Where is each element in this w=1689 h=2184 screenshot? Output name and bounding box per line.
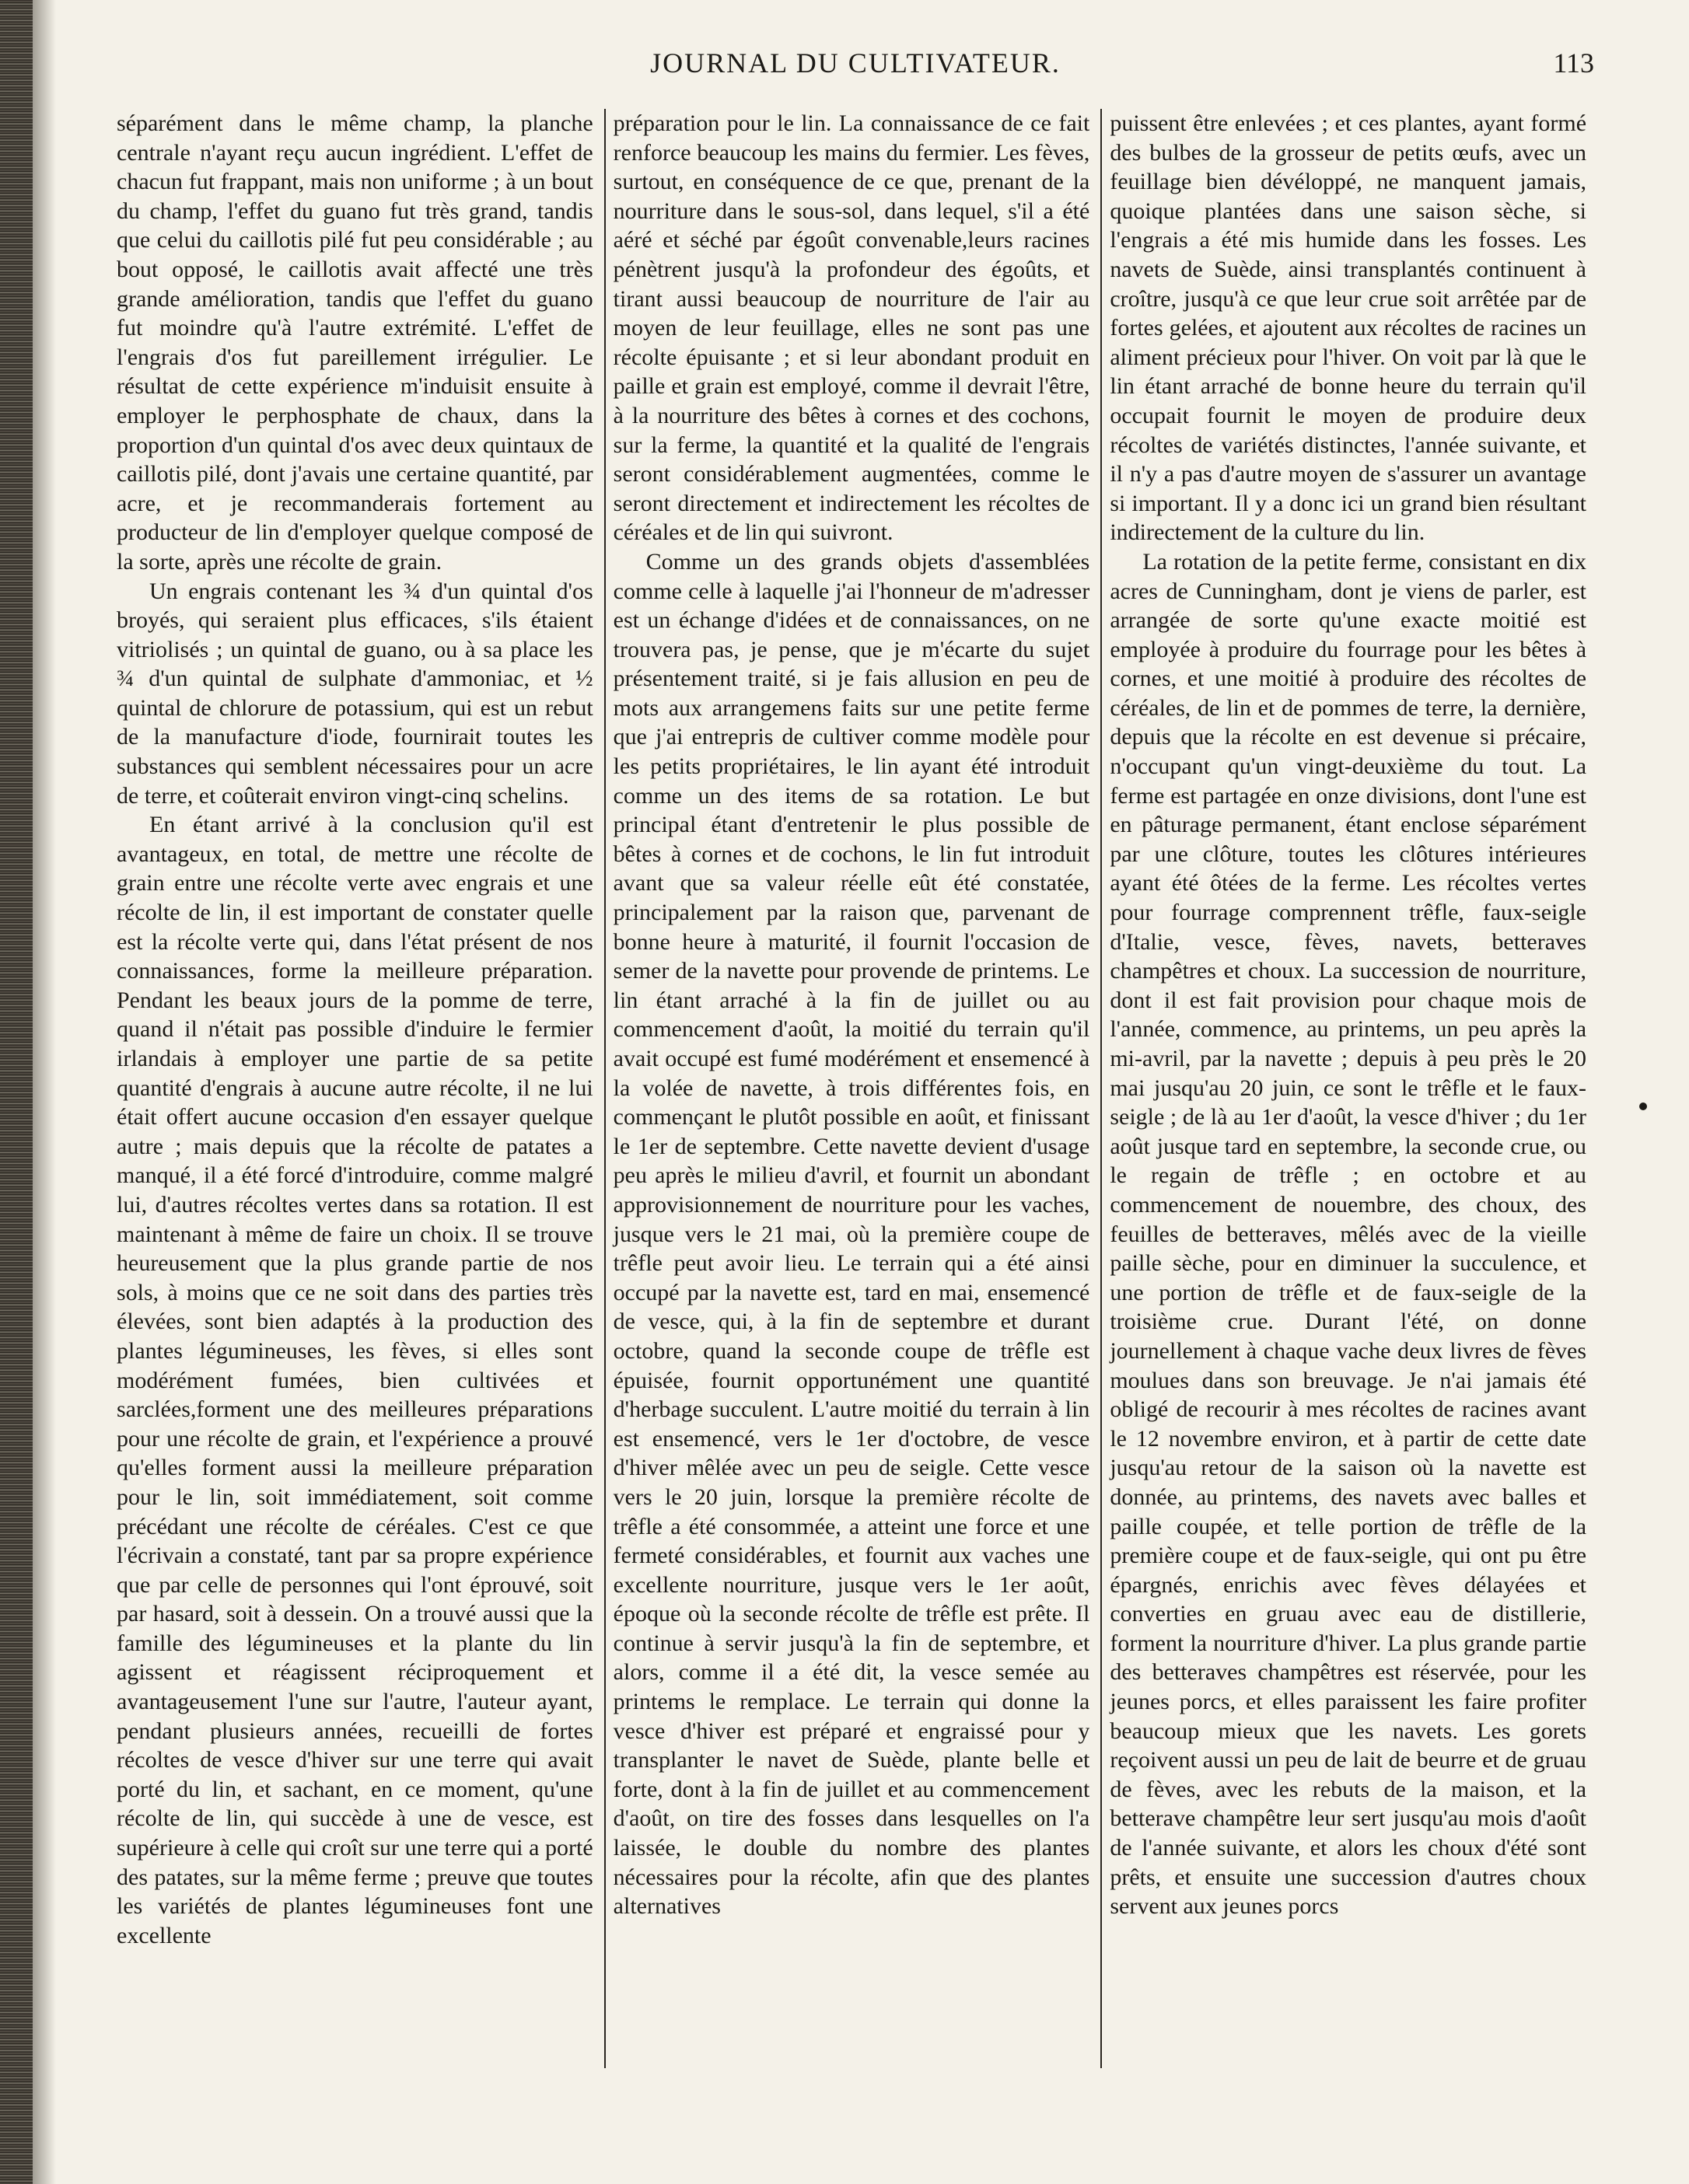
text-columns	[117, 109, 1586, 2068]
column-3	[1100, 109, 1586, 2068]
journal-title: JOURNAL DU CULTIVATEUR.	[650, 47, 1061, 79]
page-number: 113	[1553, 47, 1594, 79]
column-1	[117, 109, 593, 2068]
paragraph: Un engrais contenant les ¾ d'un quintal d'os broyés, qui seraient plus efficaces, s'ils étaient vitriolisés ; un quintal de guano, ou à sa place les ¾ d'un quintal de sulphate d'ammoniac, et ½ quintal de chlorure de potassium, qui est un rebut de la manufacture d'iode, fournirait toutes les substances qui semblent nécessaires pour un acre de terre, et coûterait environ vingt-cinq schelins.	[117, 578, 593, 809]
page-binding-edge	[0, 0, 33, 2184]
paragraph: séparément dans le même champ, la planche centrale n'ayant reçu aucun ingrédient. L'effet de chacun fut frappant, mais non uniforme ; à un bout du champ, l'effet du guano fut très grand, tandis que celui du caillotis pilé fut peu considérable ; au bout opposé, le caillotis avait affecté une très grande amélioration, tandis que l'effet du guano fut moindre qu'à l'autre extrémité. L'effet de l'engrais d'os fut pareillement irrégulier. Le résultat de cette expérience m'induisit ensuite à employer le perphosphate de chaux, dans la proportion d'un quintal d'os avec deux quintaux de caillotis pilé, dont j'avais une certaine quantité, par acre, et je recommanderais fortement au producteur de lin d'employer quelque composé de la sorte, après une récolte de grain.	[117, 110, 593, 575]
binding-shadow	[33, 0, 56, 2184]
running-header	[109, 47, 1602, 93]
paragraph: Comme un des grands objets d'assemblées comme celle à laquelle j'ai l'honneur de m'adresser est un échange d'idées et de connaissances, on ne trouvera pas, je pense, que je m'écarte du sujet présentement traité, si je fais allusion en peu de mots aux arrangemens faits sur une petite ferme que j'ai entrepris de cultiver comme modèle pour les petits propriétaires, le lin ayant été introduit comme un des items de sa rotation. Le but principal étant d'entretenir le plus possible de bêtes à cornes et de cochons, le lin fut introduit avant que sa valeur réelle eût été constatée, principalement par la raison que, parvenant de bonne heure à maturité, il fournit l'occasion de semer de la navette pour provende de printems. Le lin étant arraché à la fin de juillet ou au commencement d'août, la moitié du terrain qu'il avait occupé est fumé modérément et ensemencé à la volée de navette, à trois différentes fois, en commençant le plutôt possible en août, et finissant le 1er de septembre. Cette navette devient d'usage peu après le milieu d'avril, et fournit un abondant approvisionnement de nourriture pour les vaches, jusque vers le 21 mai, où la première coupe de trêfle peut avoir lieu. Le terrain qui a été ainsi occupé par la navette est, tard en mai, ensemencé de vesce, qui, à la fin de septembre et durant octobre, quand la seconde coupe de trêfle est épuisée, fournit opportunément une quantité d'herbage succulent. L'autre moitié du terrain à lin est ensemencé, vers le 1er d'octobre, de vesce d'hiver mêlée avec un peu de seigle. Cette vesce vers le 20 juin, lorsque la première récolte de trêfle a été consommée, a atteint une force et une fermeté considérables, et fournit aux vaches une excellente nourriture, jusque vers le 1er août, époque où la seconde récolte de trêfle est prête. Il continue à servir jusqu'à la fin de septembre, et alors, comme il a été dit, la vesce semée au printems le remplace. Le terrain qui donne la vesce d'hiver est préparé et engraissé pour y transplanter le navet de Suède, plante belle et forte, dont à la fin de juillet et au commencement d'août, on tire des fosses dans lesquelles on l'a laissée, le double du nombre des plantes nécessaires pour la récolte, afin que des plantes alternatives	[613, 548, 1090, 1920]
paragraph: préparation pour le lin. La connaissance de ce fait renforce beaucoup les mains du fermier. Les fèves, surtout, en conséquence de ce que, prenant de la nourriture dans le sous-sol, dans lequel, s'il a été aéré et séché par égoût convenable,leurs racines pénètrent jusqu'à la profondeur des égoûts, et tirant aussi beaucoup de nourriture de l'air au moyen de leur feuillage, elles ne sont pas une récolte épuisante ; et si leur abondant produit en paille et grain est employé, comme il devrait l'être, à la nourriture des bêtes à cornes et des cochons, sur la ferme, la quantité et la qualité de l'engrais seront considérablement augmentées, comme le seront directement et indirectement les récoltes de céréales et de lin qui suivront.	[613, 110, 1090, 546]
column-2	[604, 109, 1090, 2068]
paragraph: puissent être enlevées ; et ces plantes, ayant formé des bulbes de la grosseur de petits œufs, avec un feuillage bien dévéloppé, ne manquent jamais, quoique plantées dans une saison sèche, si l'engrais a été mis humide dans les fosses. Les navets de Suède, ainsi transplantés continuent à croître, jusqu'à ce que leur crue soit arrêtée par de fortes gelées, et ajoutent aux récoltes de racines un aliment précieux pour l'hiver. On voit par là que le lin étant arraché de bonne heure du terrain qu'il occupait fournit le moyen de produire deux récoltes de variétés distinctes, l'année suivante, et il n'y a pas d'autre moyen de s'assurer un avantage si important. Il y a donc ici un grand bien résultant indirectement de la culture du lin.	[1110, 110, 1587, 546]
paragraph: La rotation de la petite ferme, consistant en dix acres de Cunningham, dont je viens de parler, est arrangée de sorte qu'une exacte moitié est employée à produire du fourrage pour les bêtes à cornes, et une moitié à produire des récoltes de céréales, de lin et de pommes de terre, la dernière, depuis que la récolte en est devenue si précaire, n'occupant qu'un vingt-deuxième du tout. La ferme est partagée en onze divisions, dont l'une est en pâturage permanent, étant enclose séparément par une clôture, toutes les clôtures intérieures ayant été ôtées de la ferme. Les récoltes vertes pour fourrage comprennent trêfle, faux-seigle d'Italie, vesce, fèves, navets, betteraves champêtres et choux. La succession de nourriture, dont il est fait provision pour chaque mois de l'année, commence, au printems, un peu après la mi-avril, par la navette ; depuis à peu près le 20 mai jusqu'au 20 juin, ce sont le trêfle et le faux-seigle ; de là au 1er d'août, la vesce d'hiver ; du 1er août jusque tard en septembre, la seconde crue, ou le regain de trêfle ; en octobre et au commencement de nouembre, des choux, des feuilles de betteraves, mêlés avec de la vieille paille sèche, pour en diminuer la succulence, et une portion de trêfle et de faux-seigle de la troisième crue. Durant l'été, on donne journellement à chaque vache deux livres de fèves moulues dans son breuvage. Je n'ai jamais été obligé de recourir à mes récoltes de racines avant le 12 novembre environ, et à partir de cette date jusqu'au retour de la saison où la navette est donnée, au printems, des navets avec balles et paille coupée, et telle portion de trêfle de la première coupe et de faux-seigle, qui ont pu être épargnés, enrichis avec fèves délayées et converties en gruau avec eau de distillerie, forment la nourriture d'hiver. La plus grande partie des betteraves champêtres est réservée, pour les jeunes porcs, et elles paraissent les faire profiter beaucoup mieux que les navets. Les gorets reçoivent aussi un peu de lait de beurre et de gruau de fèves, avec les rebuts de la maison, et la betterave champêtre leur sert jusqu'au mois d'août de l'année suivante, et alors les choux d'été sont prêts, et ensuite une succession d'autres choux servent aux jeunes porcs	[1110, 548, 1587, 1920]
paragraph: En étant arrivé à la conclusion qu'il est avantageux, en total, de mettre une récolte de grain entre une récolte verte avec engrais et une récolte de lin, il est important de constater quelle est la récolte verte qui, dans l'état présent de nos connaissances, forme la meilleure préparation. Pendant les beaux jours de la pomme de terre, quand il n'était pas possible d'induire le fermier irlandais à employer une partie de sa petite quantité d'engrais à aucune autre récolte, il ne lui était offert aucune occasion d'en essayer quelque autre ; mais depuis que la récolte de patates a manqué, il a été forcé d'introduire, comme malgré lui, d'autres récoltes vertes dans sa rotation. Il est maintenant à même de faire un choix. Il se trouve heureusement que la plus grande partie de nos sols, à moins que ce ne soit dans des parties très élevées, sont bien adaptés à la production des plantes légumineuses, les fèves, si elles sont modérément fumées, bien cultivées et sarclées,forment une des meilleures préparations pour une récolte de grain, et l'expérience a prouvé qu'elles forment aussi la meilleure préparation pour le lin, soit immédiatement, soit comme précédant une récolte de céréales. C'est ce que l'écrivain a constaté, tant par sa propre expérience que par celle de personnes qui l'ont éprouvé, soit par hasard, soit à dessein. On a trouvé aussi que la famille des légumineuses et la plante du lin agissent et réagissent réciproquement et avantageusement l'une sur l'autre, l'auteur ayant, pendant plusieurs années, recueilli de fortes récoltes de vesce d'hiver sur une terre qui avait porté du lin, et sachant, en ce moment, qu'une récolte de lin, qui succède à une de vesce, est supérieure à celle qui croît sur une terre qui a porté des patates, sur la même ferme ; preuve que toutes les variétés de plantes légumineuses font une excellente	[117, 812, 593, 1948]
ink-spot	[1639, 1102, 1647, 1110]
